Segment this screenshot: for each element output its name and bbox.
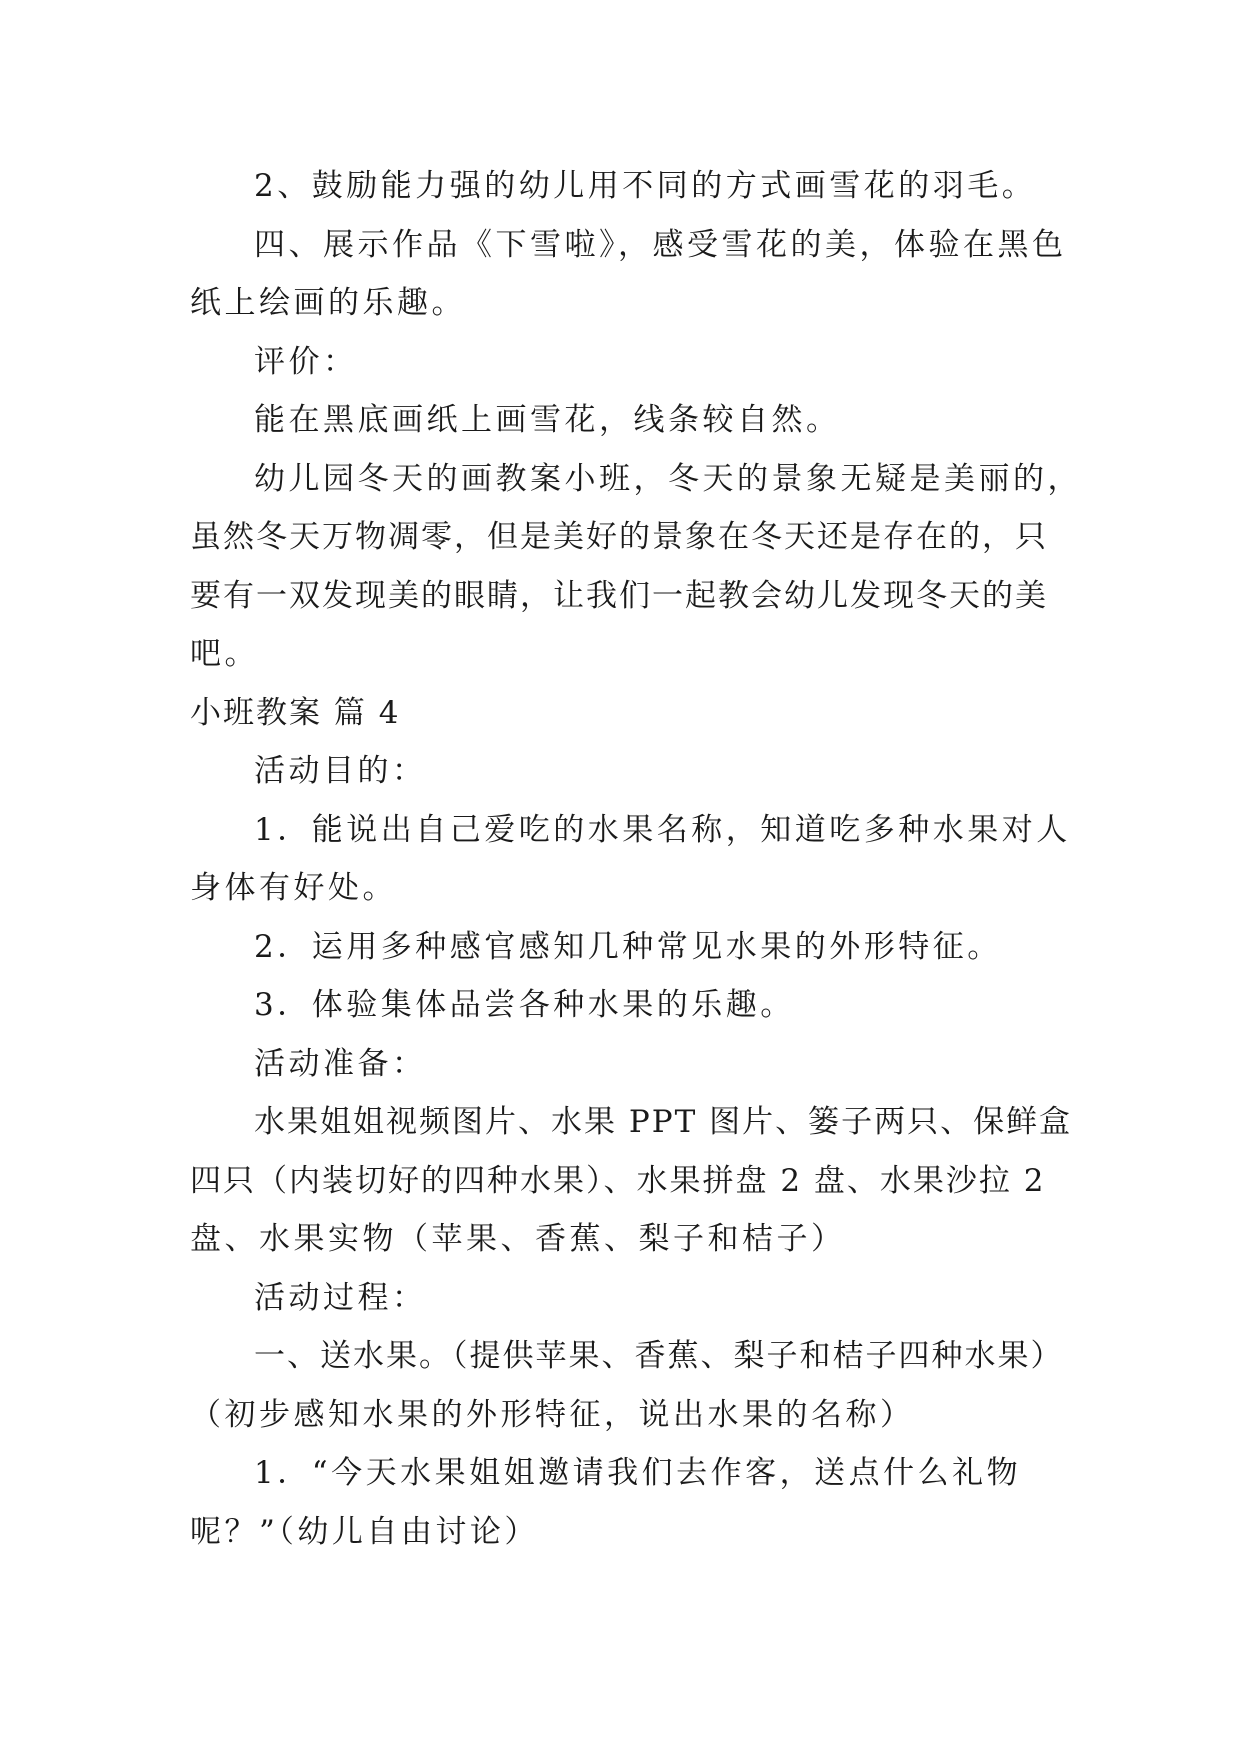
paragraph-line: 3．体验集体品尝各种水果的乐趣。 (254, 987, 795, 1023)
paragraph-line: 评价： (254, 344, 358, 380)
paragraph-line: 纸上绘画的乐趣。 (190, 285, 466, 321)
paragraph-line: 四只（内装切好的四种水果）、水果拼盘 2 盘、水果沙拉 2 (190, 1163, 1046, 1199)
paragraph-line: 活动过程： (254, 1280, 427, 1316)
section-heading: 小班教案 篇 4 (190, 695, 401, 731)
paragraph-line: 水果姐姐视频图片、水果 PPT 图片、篓子两只、保鲜盒 (254, 1104, 1073, 1140)
paragraph-line: 2．运用多种感官感知几种常见水果的外形特征。 (254, 929, 1002, 965)
paragraph-line: 一、送水果。（提供苹果、香蕉、梨子和桔子四种水果） (254, 1338, 1064, 1374)
paragraph-line: 2、鼓励能力强的幼儿用不同的方式画雪花的羽毛。 (254, 168, 1037, 204)
paragraph-line: 能在黑底画纸上画雪花，线条较自然。 (254, 402, 841, 438)
paragraph-line: 四、展示作品《下雪啦》，感受雪花的美，体验在黑色 (254, 227, 1067, 263)
paragraph-line: 盘、水果实物（苹果、香蕉、梨子和桔子） (190, 1221, 846, 1257)
paragraph-line: 幼儿园冬天的画教案小班，冬天的景象无疑是美丽的， (254, 461, 1082, 497)
paragraph-line: 1．“今天水果姐姐邀请我们去作客，送点什么礼物 (254, 1455, 1022, 1491)
paragraph-line: 呢？”（幼儿自由讨论） (190, 1514, 539, 1550)
paragraph-line: 活动准备： (254, 1046, 427, 1082)
paragraph-line: 要有一双发现美的眼睛，让我们一起教会幼儿发现冬天的美 (190, 578, 1048, 614)
paragraph-line: （初步感知水果的外形特征，说出水果的名称） (190, 1397, 915, 1433)
paragraph-line: 吧。 (190, 636, 259, 672)
paragraph-line: 虽然冬天万物凋零，但是美好的景象在冬天还是存在的，只 (190, 519, 1048, 555)
paragraph-line: 活动目的： (254, 753, 427, 789)
paragraph-line: 身体有好处。 (190, 870, 397, 906)
paragraph-line: 1．能说出自己爱吃的水果名称，知道吃多种水果对人 (254, 812, 1071, 848)
